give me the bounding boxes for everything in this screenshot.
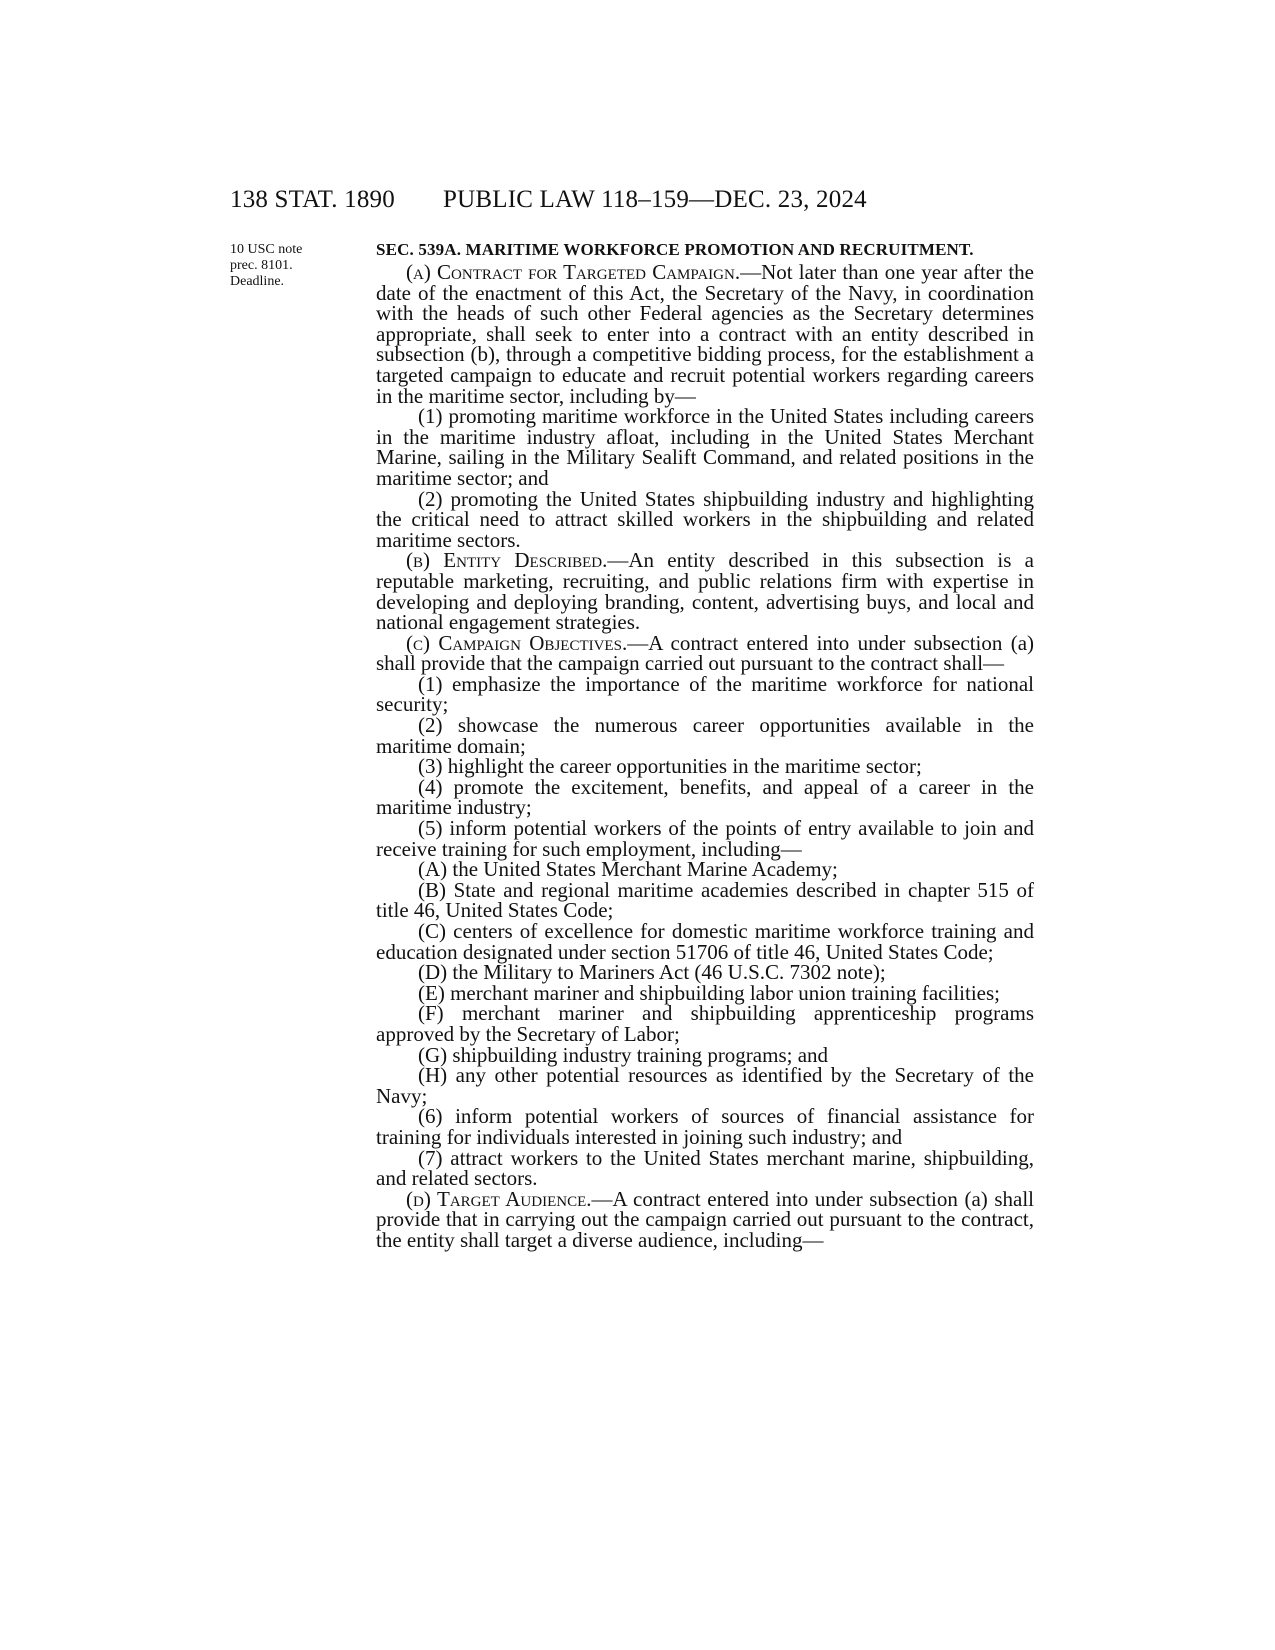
margin-note-prec: prec. 8101. (230, 258, 293, 273)
subsection-b-text: —An entity described in this subsection is a reputable marketing, recruiting, and public relations firm with expertise in developing and deploying branding, content, advertising buys, and local and national engagement strategies. (376, 548, 1034, 635)
paragraph-c3: (3) highlight the career opportunities in the maritime sector; (418, 754, 922, 779)
paragraph-a1: (1) promoting maritime workforce in the United States including careers in the maritime industry afloat, including in the United States Merchant Marine, sailing in the Military Sealift Command, and related positions in the maritime sector; and (376, 404, 1034, 490)
subsection-d-heading: (d) Target Audience. (406, 1186, 592, 1211)
subparagraph-c5H: (H) any other potential resources as identified by the Secretary of the Navy; (376, 1063, 1034, 1108)
page-header (230, 186, 1030, 226)
subparagraph-c5E: (E) merchant mariner and shipbuilding labor union training facilities; (418, 980, 1001, 1005)
paragraph-c1: (1) emphasize the importance of the maritime workforce for national security; (376, 671, 1034, 717)
section-body (376, 262, 1034, 1251)
subsection-d-text: —A contract entered into under subsection (a) shall provide that in carrying out the campaign carried out pursuant to the contract, the entity shall target a diverse audience, including— (376, 1186, 1034, 1252)
section-title: SEC. 539A. MARITIME WORKFORCE PROMOTION AND RECRUITMENT. (376, 240, 974, 259)
subsection-a-heading: (a) Contract for Targeted Campaign. (406, 260, 741, 284)
subsection-c-heading: (c) Campaign Objectives. (406, 630, 628, 655)
paragraph-c4: (4) promote the excitement, benefits, and appeal of a career in the maritime industry; (376, 774, 1034, 820)
margin-note-deadline: Deadline. (230, 274, 285, 289)
subparagraph-c5A: (A) the United States Merchant Marine Academy; (418, 857, 838, 882)
subsection-c-text: —A contract entered into under subsection (a) shall provide that the campaign carried out pursuant to the contract shall— (376, 630, 1035, 676)
subsection-d (376, 1186, 1034, 1252)
paragraph-a2: (2) promoting the United States shipbuilding industry and highlighting the critical need to attract skilled workers in the shipbuilding and related maritime sectors. (376, 486, 1034, 552)
paragraph-c5: (5) inform potential workers of the points of entry available to join and receive training for such employment, including— (376, 816, 1034, 861)
subparagraph-c5F: (F) merchant mariner and shipbuilding apprenticeship programs approved by the Secretary of Labor; (376, 1001, 1034, 1046)
subsection-a (376, 262, 1034, 406)
paragraph-c2: (2) showcase the numerous career opportunities available in the maritime domain; (376, 713, 1034, 758)
public-law-header: PUBLIC LAW 118–159—DEC. 23, 2024 (443, 186, 867, 213)
subsection-a-text: —Not later than one year after the date of the enactment of this Act, the Secretary of the Navy, in coordination with the heads of such other Federal agencies as the Secretary determines appropriate, shall seek to enter into a contract with an entity described in subsection (b), through a competitive bidding process, for the establishment a targeted campaign to educate and recruit potential workers regarding careers in the maritime sector, including by— (376, 260, 1034, 408)
subsection-b (376, 548, 1034, 635)
subparagraph-c5D: (D) the Military to Mariners Act (46 U.S.C. 7302 note); (418, 960, 886, 985)
subsection-b-heading: (b) Entity Described. (406, 548, 608, 573)
paragraph-c7: (7) attract workers to the United States merchant marine, shipbuilding, and related sectors. (376, 1145, 1034, 1191)
paragraph-c6: (6) inform potential workers of sources of financial assistance for training for individuals interested in joining such industry; and (376, 1104, 1034, 1149)
subparagraph-c5B: (B) State and regional maritime academies described in chapter 515 of title 46, United States Code; (376, 877, 1034, 923)
subparagraph-c5C: (C) centers of excellence for domestic maritime workforce training and education designated under section 51706 of title 46, United States Code; (376, 919, 1034, 964)
subparagraph-c5G: (G) shipbuilding industry training programs; and (418, 1042, 829, 1067)
subsection-c (376, 630, 1035, 676)
margin-notes (230, 242, 330, 290)
margin-note-usc: 10 USC note (230, 242, 303, 257)
stat-page-number: 138 STAT. 1890 (230, 186, 395, 213)
